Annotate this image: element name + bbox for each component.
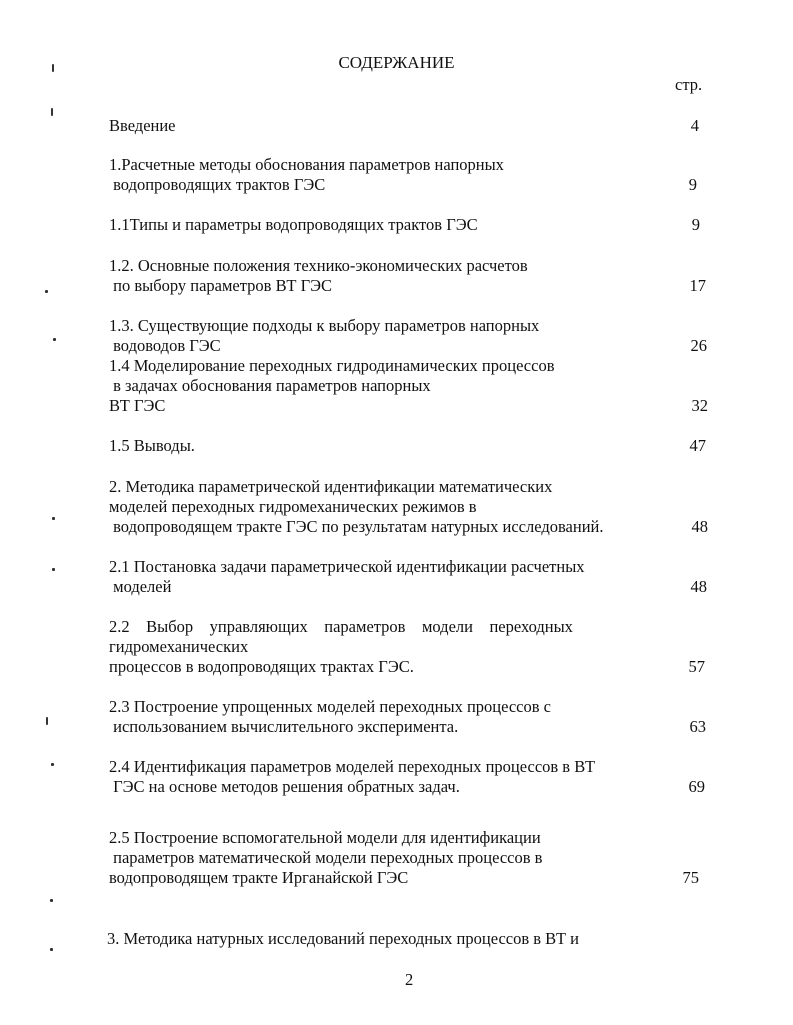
toc-entry-page: 57 [688, 657, 705, 676]
toc-entry-page: 69 [688, 777, 705, 796]
toc-entry-line: 1.5 Выводы. [109, 436, 195, 455]
scan-mark [45, 290, 48, 293]
toc-entry-line: 2.2 Выбор управляющих параметров модели переходных [109, 617, 573, 636]
toc-entry-line: 2. Методика параметрической идентификации математических [109, 477, 553, 496]
toc-entry-page: 32 [691, 396, 708, 415]
toc-entry-line: ВТ ГЭС [109, 396, 166, 415]
toc-entry-line: по выбору параметров ВТ ГЭС [109, 276, 333, 295]
toc-entry-line: моделей [109, 577, 172, 596]
toc-entry-line: 2.1 Постановка задачи параметрической идентификации расчетных [109, 557, 585, 576]
toc-entry-line: моделей переходных гидромеханических режимов в [109, 497, 477, 516]
toc-entry-line: 1.4 Моделирование переходных гидродинамических процессов [109, 356, 555, 375]
scan-mark [52, 64, 54, 72]
toc-entry-line: водопроводящем тракте Ирганайской ГЭС [109, 868, 409, 887]
toc-entry-line: 1.Расчетные методы обоснования параметров напорных [109, 155, 504, 174]
scan-mark [50, 948, 53, 951]
toc-entry-line: водопроводящих трактов ГЭС [109, 175, 326, 194]
scan-mark [52, 568, 55, 571]
toc-entry-line: 2.3 Построение упрощенных моделей переходных процессов с [109, 697, 551, 716]
toc-entry-page: 26 [690, 336, 707, 355]
toc-entry-line: 1.3. Существующие подходы к выбору параметров напорных [109, 316, 540, 335]
scan-mark [53, 338, 56, 341]
toc-entry-line: водопроводящем тракте ГЭС по результатам натурных исследований. [109, 517, 604, 536]
toc-entry-page: 75 [682, 868, 699, 887]
toc-entry-line: водоводов ГЭС [109, 336, 221, 355]
toc-title: СОДЕРЖАНИЕ [338, 53, 455, 72]
toc-entry-page: 47 [689, 436, 706, 455]
toc-entry-line: использованием вычислительного эксперимента. [109, 717, 459, 736]
scan-mark [51, 763, 54, 766]
toc-entry-line: 2.5 Построение вспомогательной модели для идентификации [109, 828, 541, 847]
page-column-label: стр. [675, 75, 703, 94]
toc-entry-line: процессов в водопроводящих трактах ГЭС. [109, 657, 414, 676]
scan-mark [52, 517, 55, 520]
toc-entry-line: Введение [109, 116, 176, 135]
page-number: 2 [405, 970, 414, 989]
toc-entry-line: в задачах обоснования параметров напорных [109, 376, 431, 395]
toc-entry-line: 3. Методика натурных исследований переходных процессов в ВТ и [107, 929, 580, 948]
toc-entry-line: гидромеханических [109, 637, 249, 656]
toc-entry-line: 1.1Типы и параметры водопроводящих трактов ГЭС [109, 215, 478, 234]
toc-entry-line: ГЭС на основе методов решения обратных задач. [109, 777, 460, 796]
toc-entry-page: 4 [690, 116, 699, 135]
toc-entry-page: 9 [688, 175, 697, 194]
toc-entry-page: 17 [689, 276, 706, 295]
toc-entry-line: 2.4 Идентификация параметров моделей переходных процессов в ВТ [109, 757, 596, 776]
toc-entry-line: 1.2. Основные положения технико-экономических расчетов [109, 256, 528, 275]
scan-mark [46, 717, 48, 725]
scan-mark [50, 899, 53, 902]
toc-entry-page: 48 [691, 517, 708, 536]
toc-entry-page: 9 [691, 215, 700, 234]
toc-entry-page: 48 [690, 577, 707, 596]
toc-entry-line: параметров математической модели переходных процессов в [109, 848, 543, 867]
scan-mark [51, 108, 53, 116]
toc-entry-page: 63 [689, 717, 706, 736]
